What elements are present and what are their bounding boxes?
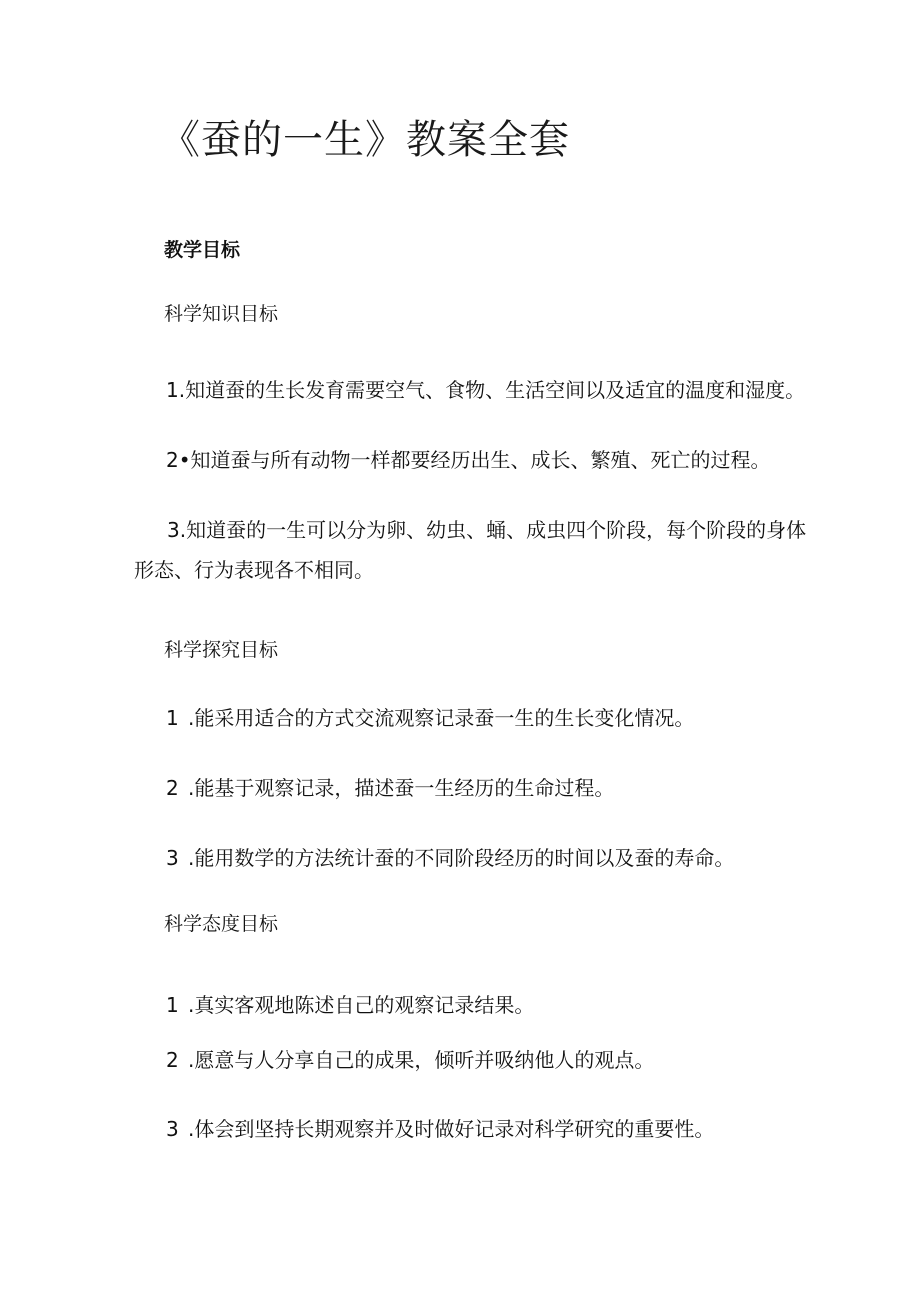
inquiry-item-3 xyxy=(166,846,734,870)
list-item-text: .能采用适合的方式交流观察记录蚕一生的生长变化情况。 xyxy=(188,706,695,730)
knowledge-item-1: 1.知道蚕的生长发育需要空气、食物、生活空间以及适宜的温度和湿度。 xyxy=(166,378,806,402)
inquiry-item-1 xyxy=(166,706,694,730)
list-item-text: .能用数学的方法统计蚕的不同阶段经历的时间以及蚕的寿命。 xyxy=(188,846,735,870)
list-number: 3 xyxy=(166,1117,179,1141)
attitude-item-1 xyxy=(166,993,534,1017)
section-heading-teaching-goals: 教学目标 xyxy=(164,239,241,261)
subheading-knowledge-goals: 科学知识目标 xyxy=(164,303,279,325)
list-number: 2 xyxy=(166,1048,179,1072)
list-number: 3 xyxy=(166,846,179,870)
list-item-text: .真实客观地陈述自己的观察记录结果。 xyxy=(188,993,535,1017)
list-item-text: .体会到坚持长期观察并及时做好记录对科学研究的重要性。 xyxy=(188,1117,715,1141)
subheading-inquiry-goals: 科学探究目标 xyxy=(164,639,279,661)
list-number: 1 xyxy=(166,706,179,730)
list-item-text: .能基于观察记录，描述蚕一生经历的生命过程。 xyxy=(188,776,615,800)
list-item-text: .愿意与人分享自己的成果，倾听并吸纳他人的观点。 xyxy=(188,1048,655,1072)
subheading-attitude-goals: 科学态度目标 xyxy=(164,913,279,935)
document-title: 《蚕的一生》教案全套 xyxy=(160,117,570,163)
attitude-item-2 xyxy=(166,1048,654,1072)
knowledge-item-2: 2•知道蚕与所有动物一样都要经历出生、成长、繁殖、死亡的过程。 xyxy=(166,448,771,472)
knowledge-item-3: 3.知道蚕的一生可以分为卵、幼虫、蛹、成虫四个阶段，每个阶段的身体形态、行为表现各不相同。 xyxy=(134,518,807,582)
inquiry-item-2 xyxy=(166,776,614,800)
list-number: 1 xyxy=(166,993,179,1017)
list-number: 2 xyxy=(166,776,179,800)
attitude-item-3 xyxy=(166,1117,714,1141)
